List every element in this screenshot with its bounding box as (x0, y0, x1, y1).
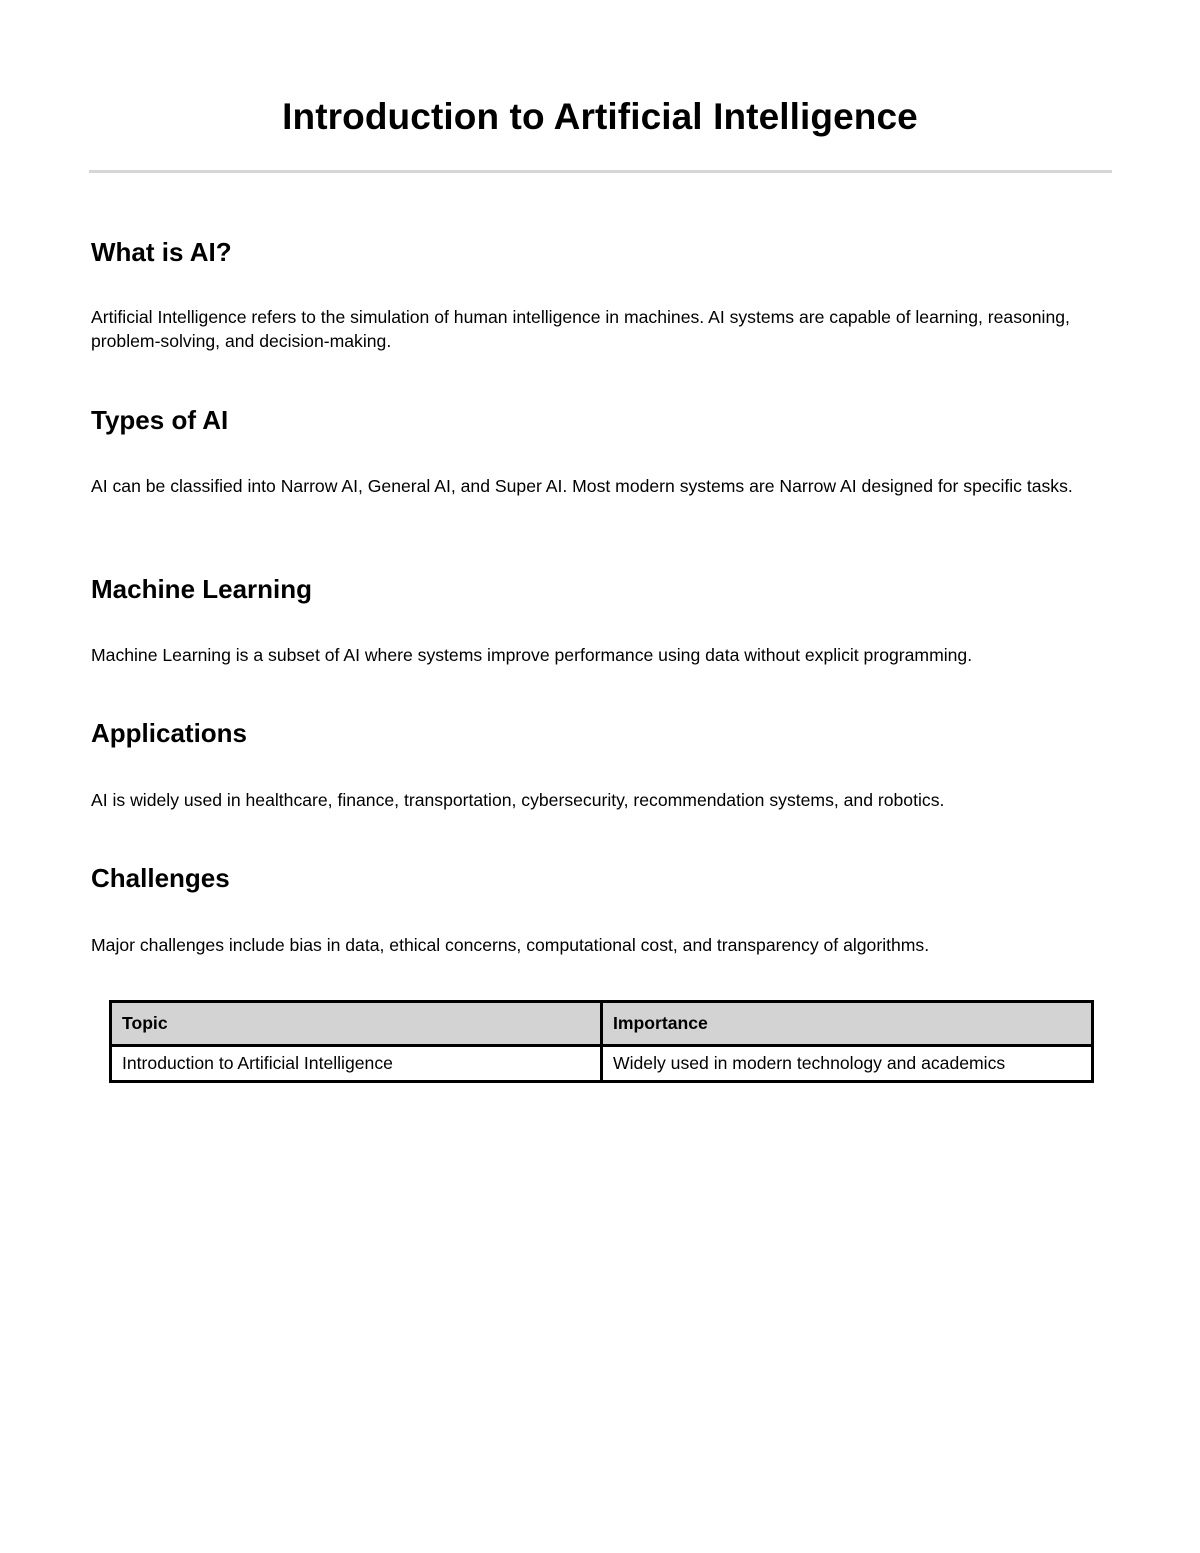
section-body-what-is-ai: Artificial Intelligence refers to the simulation of human intelligence in machines. AI systems are capable of learning, reasoning, problem-solving, and decision-making. (91, 307, 1070, 351)
section-body-machine-learning: Machine Learning is a subset of AI where systems improve performance using data without explicit programming. (91, 645, 973, 665)
table-cell-topic: Introduction to Artificial Intelligence (111, 1046, 602, 1082)
section-body-types-of-ai: AI can be classified into Narrow AI, General AI, and Super AI. Most modern systems are Narrow AI designed for specific tasks. (91, 476, 1073, 496)
section-body-challenges: Major challenges include bias in data, ethical concerns, computational cost, and transparency of algorithms. (91, 935, 930, 955)
section-heading-challenges: Challenges (91, 863, 230, 893)
table-cell-importance: Widely used in modern technology and academics (602, 1046, 1093, 1082)
table-row (111, 1046, 1093, 1082)
table-header-topic: Topic (111, 1002, 602, 1046)
section-heading-machine-learning: Machine Learning (91, 574, 313, 604)
section-body-applications: AI is widely used in healthcare, finance, transportation, cybersecurity, recommendation systems, and robotics. (91, 790, 945, 810)
section-heading-types-of-ai: Types of AI (91, 405, 229, 435)
summary-table (109, 1000, 1094, 1083)
title-divider (89, 170, 1112, 173)
section-heading-what-is-ai: What is AI? (91, 237, 232, 267)
section-heading-applications: Applications (91, 718, 248, 748)
table-header-importance: Importance (602, 1002, 1093, 1046)
document-title: Introduction to Artificial Intelligence (282, 96, 918, 137)
table-header-row (111, 1002, 1093, 1046)
